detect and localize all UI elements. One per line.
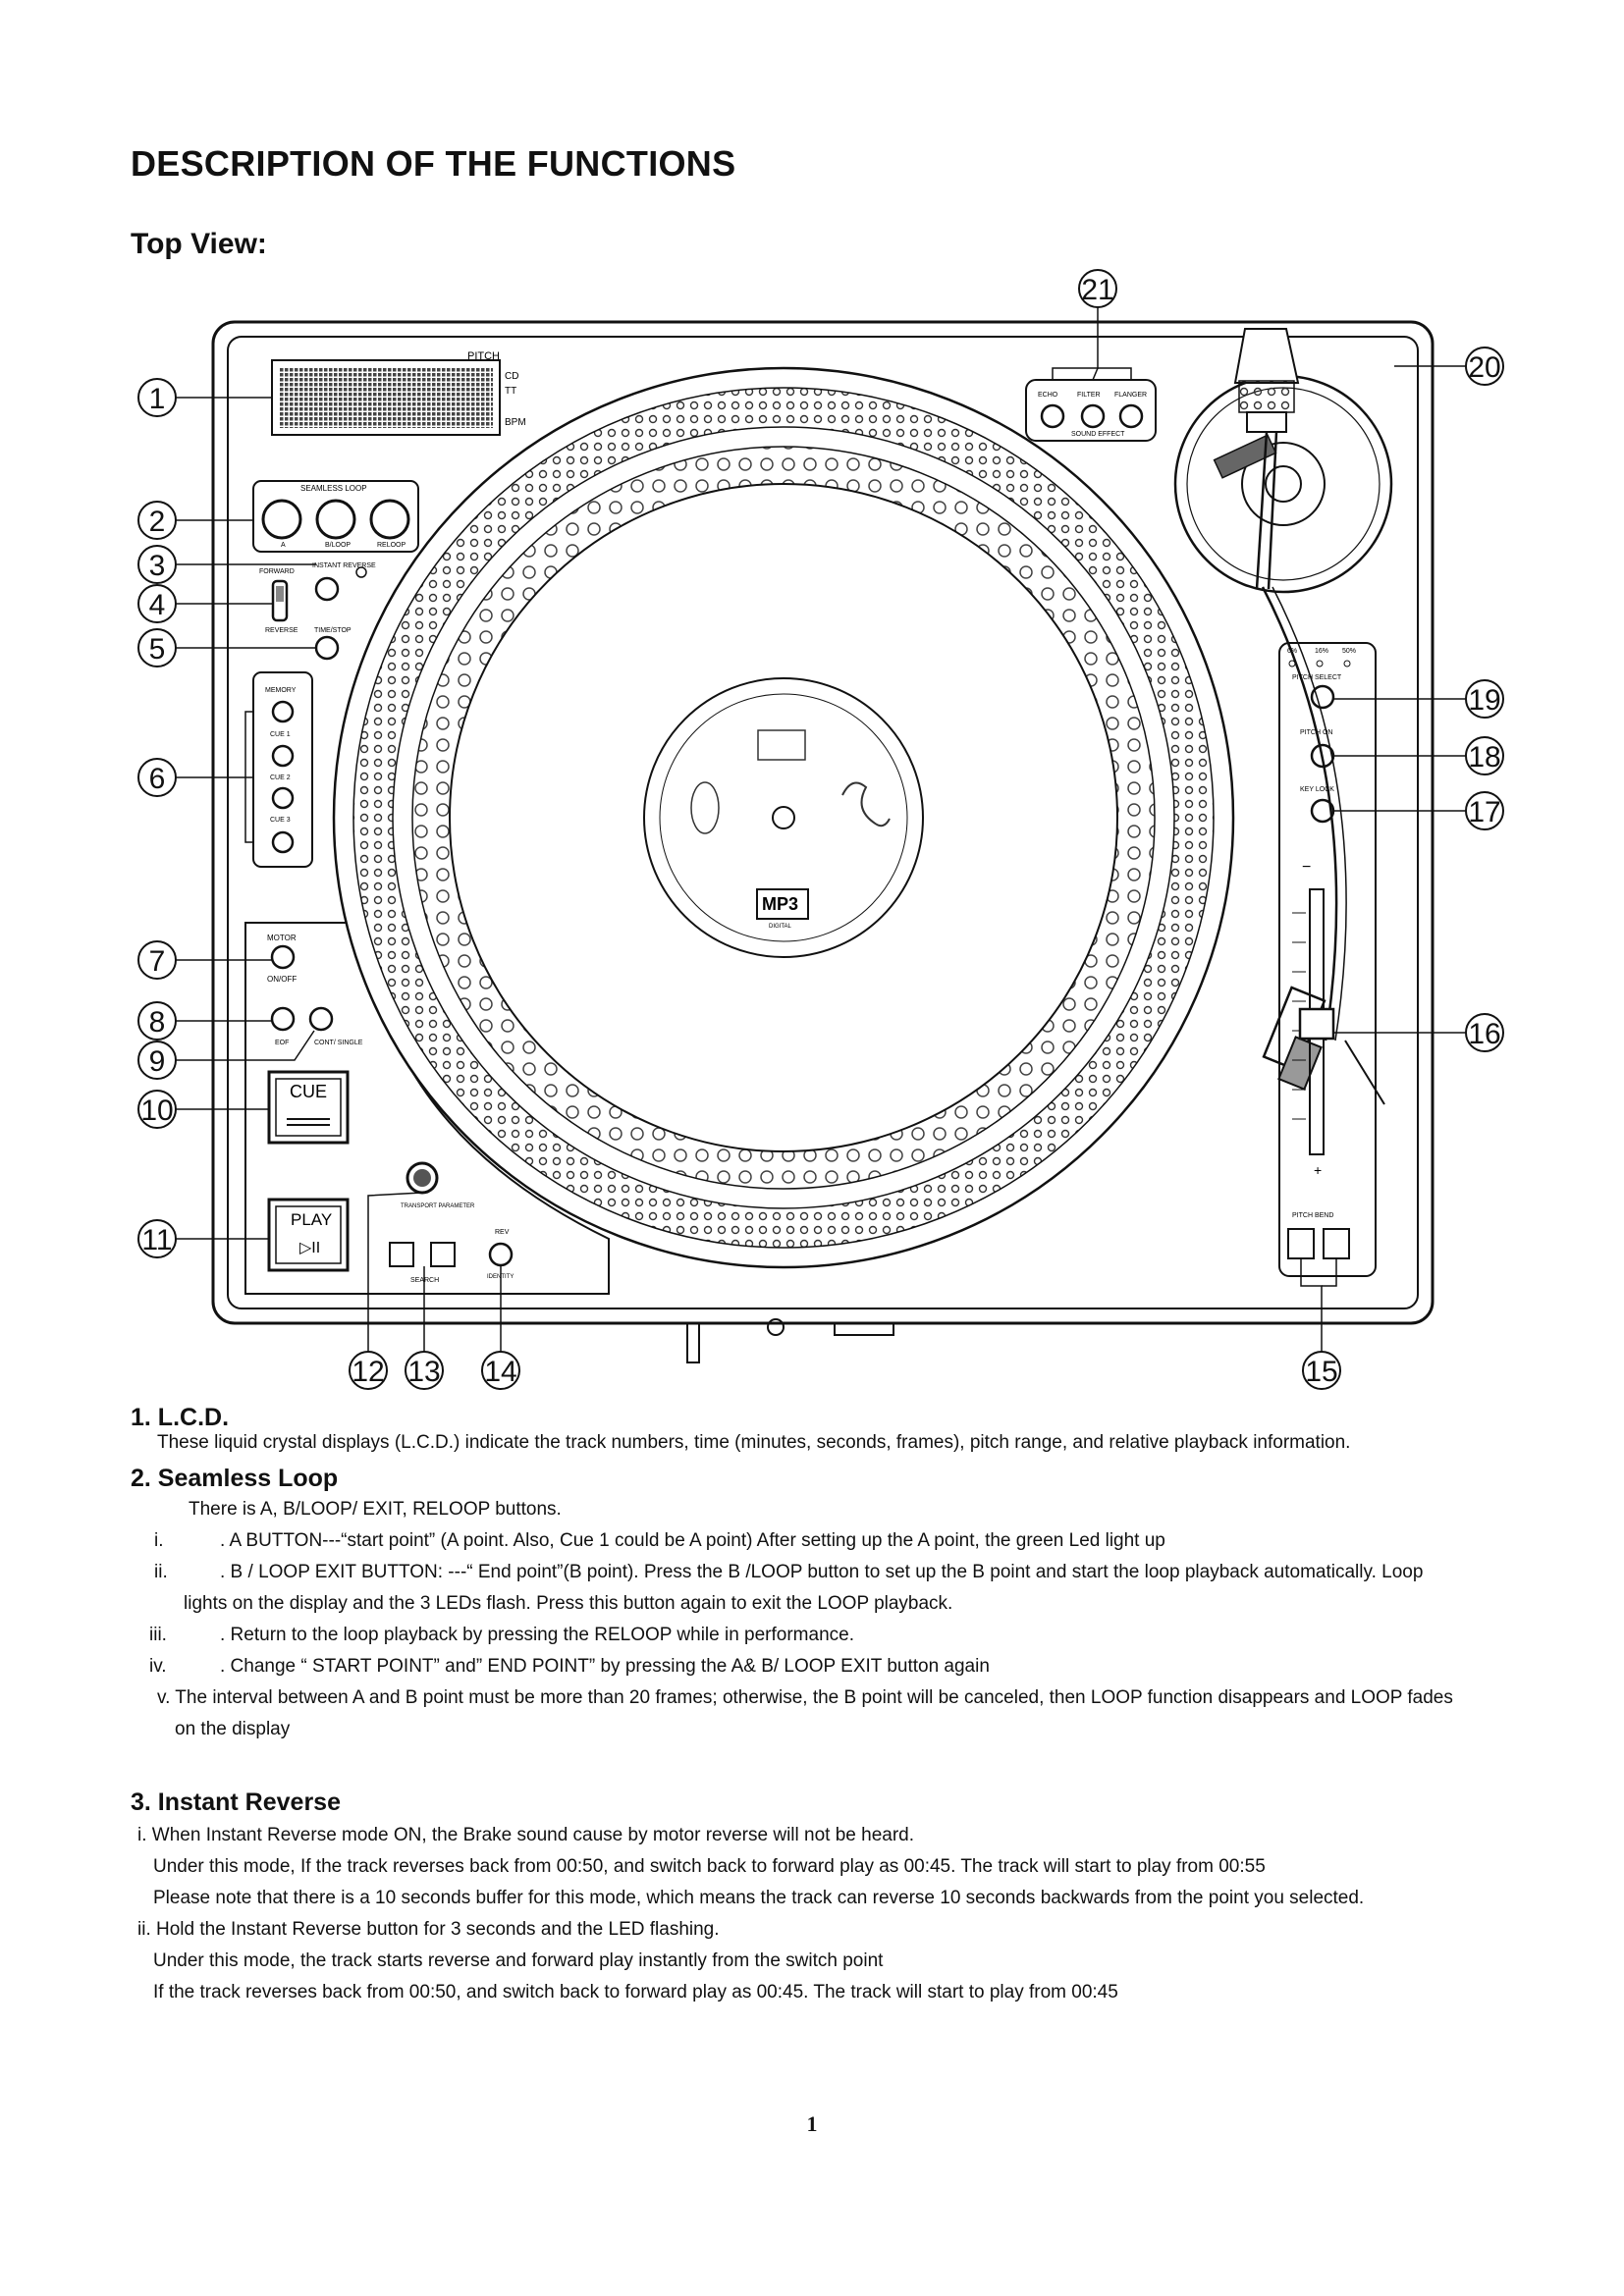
svg-text:EOF: EOF [275,1040,290,1046]
svg-text:−: − [1302,859,1312,876]
callout-4: 4 [148,589,166,621]
section-2-heading: 2. Seamless Loop [131,1465,339,1492]
svg-text:FILTER: FILTER [1077,392,1101,399]
list-item-v-text: v. The interval between A and B point must be more than 20 frames; otherwise, the B point will be canceled, then LOOP function disappears and LOOP fades [157,1687,1453,1708]
callout-5: 5 [148,633,166,666]
list-item-text: . B / LOOP EXIT BUTTON: ---“ End point”(B point). Press the B /LOOP button to set up the B point and start the loop playback automatically. Loop [220,1562,1424,1582]
callout-10: 10 [140,1095,174,1127]
page-title: DESCRIPTION OF THE FUNCTIONS [131,143,736,184]
paragraph-line: Under this mode, If the track reverses back from 00:50, and switch back to forward play as 00:45. The track will start to play from 00:55 [153,1856,1266,1877]
list-item-number: iii. [149,1625,167,1645]
svg-text:PITCH ON: PITCH ON [1300,729,1333,736]
callout-20: 20 [1468,351,1501,384]
list-item-number: ii. [154,1562,168,1582]
svg-text:PLAY: PLAY [291,1210,333,1229]
callout-8: 8 [148,1006,166,1039]
callout-9: 9 [148,1045,166,1078]
svg-text:PITCH SELECT: PITCH SELECT [1292,674,1342,681]
callout-12: 12 [352,1356,385,1388]
callout-13: 13 [407,1356,441,1388]
svg-text:DIGITAL: DIGITAL [769,924,791,930]
page-number: 1 [806,2111,818,2136]
callout-15: 15 [1305,1356,1338,1388]
svg-text:KEY LOCK: KEY LOCK [1300,786,1334,793]
svg-text:MP3: MP3 [762,894,799,914]
svg-text:SEARCH: SEARCH [410,1277,440,1284]
section-subtitle: Top View: [131,228,267,260]
svg-text:CD: CD [505,371,519,382]
svg-text:MEMORY: MEMORY [265,687,297,694]
svg-text:FLANGER: FLANGER [1114,392,1148,399]
callout-3: 3 [148,550,166,582]
list-item-text: . Change “ START POINT” and” END POINT” by pressing the A& B/ LOOP EXIT button again [220,1656,990,1677]
paragraph-line: i. When Instant Reverse mode ON, the Brake sound cause by motor reverse will not be heard. [137,1825,914,1845]
svg-text:ON/OFF: ON/OFF [267,975,298,984]
section-3-heading: 3. Instant Reverse [131,1789,341,1816]
svg-text:TRANSPORT PARAMETER: TRANSPORT PARAMETER [401,1203,475,1209]
callout-19: 19 [1468,684,1501,717]
svg-text:50%: 50% [1342,648,1357,655]
svg-text:RELOOP: RELOOP [377,542,406,549]
section-1-text: These liquid crystal displays (L.C.D.) indicate the track numbers, time (minutes, seconds, frames), pitch range, and relative playback information. [157,1432,1351,1453]
svg-text:ECHO: ECHO [1038,392,1058,399]
svg-text:6%: 6% [1287,648,1298,655]
paragraph-line: Under this mode, the track starts reverse and forward play instantly from the switch point [153,1950,884,1971]
callout-21: 21 [1081,274,1114,306]
svg-text:SOUND EFFECT: SOUND EFFECT [1071,431,1125,438]
svg-text:REV: REV [495,1229,510,1236]
svg-text:CUE 2: CUE 2 [270,774,291,781]
svg-text:CONT/ SINGLE: CONT/ SINGLE [314,1040,363,1046]
svg-text:CUE 1: CUE 1 [270,731,291,738]
svg-text:TT: TT [505,386,517,397]
pitch-slider-knob [1300,1009,1333,1039]
svg-text:CUE 3: CUE 3 [270,817,291,824]
lcd-pitch-label: PITCH [467,350,500,362]
section-1-heading: 1. L.C.D. [131,1404,230,1431]
callout-7: 7 [148,945,166,978]
platter-label [644,678,923,957]
list-item-text: . Return to the loop playback by pressing the RELOOP while in performance. [220,1625,854,1645]
svg-text:SEAMLESS LOOP: SEAMLESS LOOP [300,484,367,493]
paragraph-line: ii. Hold the Instant Reverse button for 3 seconds and the LED flashing. [137,1919,720,1940]
section-2-intro: There is A, B/LOOP/ EXIT, RELOOP buttons. [189,1499,562,1520]
list-item-continuation: lights on the display and the 3 LEDs flash. Press this button again to exit the LOOP playback. [184,1593,953,1614]
callout-14: 14 [484,1356,517,1388]
svg-text:TIME/STOP: TIME/STOP [314,627,352,634]
svg-text:B/LOOP: B/LOOP [325,542,352,549]
svg-text:INSTANT REVERSE: INSTANT REVERSE [312,562,376,569]
callout-2: 2 [148,506,166,538]
svg-text:16%: 16% [1315,648,1329,655]
svg-text:FORWARD: FORWARD [259,568,295,575]
callout-17: 17 [1468,796,1501,828]
callout-18: 18 [1468,741,1501,774]
callout-16: 16 [1468,1018,1501,1050]
svg-text:BPM: BPM [505,417,526,428]
callout-1: 1 [148,383,166,415]
callout-6: 6 [148,763,166,795]
svg-text:▷II: ▷II [299,1240,321,1256]
list-item-number: iv. [149,1656,167,1677]
list-item-number: i. [154,1530,164,1551]
svg-text:MOTOR: MOTOR [267,934,297,942]
paragraph-line: If the track reverses back from 00:50, and switch back to forward play as 00:45. The track will start to play from 00:45 [153,1982,1118,2002]
svg-text:PITCH BEND: PITCH BEND [1292,1212,1334,1219]
svg-text:IDENTITY: IDENTITY [487,1274,514,1280]
list-item-text: . A BUTTON---“start point” (A point. Also, Cue 1 could be A point) After setting up the A point, the green Led light up [220,1530,1165,1551]
svg-text:REVERSE: REVERSE [265,627,298,634]
svg-text:A: A [281,542,286,549]
svg-text:+: + [1314,1162,1323,1178]
callout-11: 11 [141,1224,173,1256]
paragraph-line: Please note that there is a 10 seconds buffer for this mode, which means the track can reverse 10 seconds backwards from the point you selected. [153,1888,1365,1908]
list-item-v-continuation: on the display [175,1719,291,1739]
svg-text:CUE: CUE [290,1082,328,1101]
